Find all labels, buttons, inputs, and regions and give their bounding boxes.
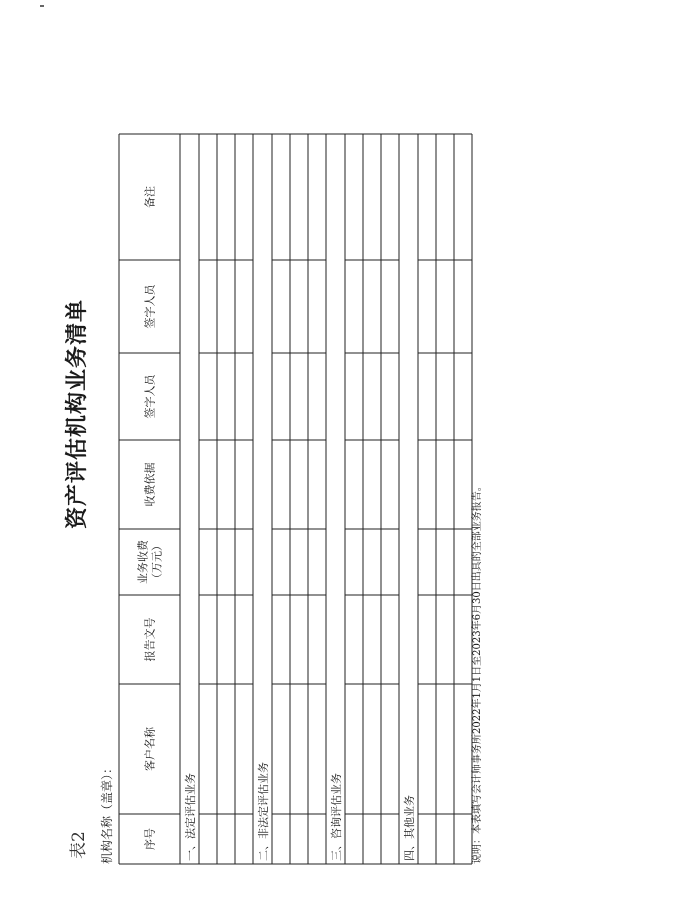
section-label: 二、非法定评估业务 xyxy=(257,762,270,861)
header-fee-unit: （万元） xyxy=(150,540,164,584)
section-label: 三、咨询评估业务 xyxy=(330,773,343,861)
table-label: 表2 xyxy=(69,831,89,859)
org-name-label: 机构名称（盖章）： xyxy=(100,761,114,864)
header-report-no: 报告文号 xyxy=(143,617,157,662)
header-signer-2: 签字人员 xyxy=(143,284,157,329)
header-seq: 序号 xyxy=(143,828,157,850)
page-title: 资产评估机构业务清单 xyxy=(64,298,90,529)
header-client: 客户名称 xyxy=(143,727,157,771)
header-remarks: 备注 xyxy=(143,186,157,208)
section-label: 四、其他业务 xyxy=(403,795,416,861)
header-signer-1: 签字人员 xyxy=(143,374,157,419)
section-label: 一、法定评估业务 xyxy=(184,773,197,861)
header-fee-basis: 收费依据 xyxy=(143,462,157,507)
header-fee: 业务收费 xyxy=(136,540,150,584)
footnote: 说明：本表填写会计师事务所2022年1月1日至2023年6月30日出具的全部业务报告。 xyxy=(472,481,483,864)
